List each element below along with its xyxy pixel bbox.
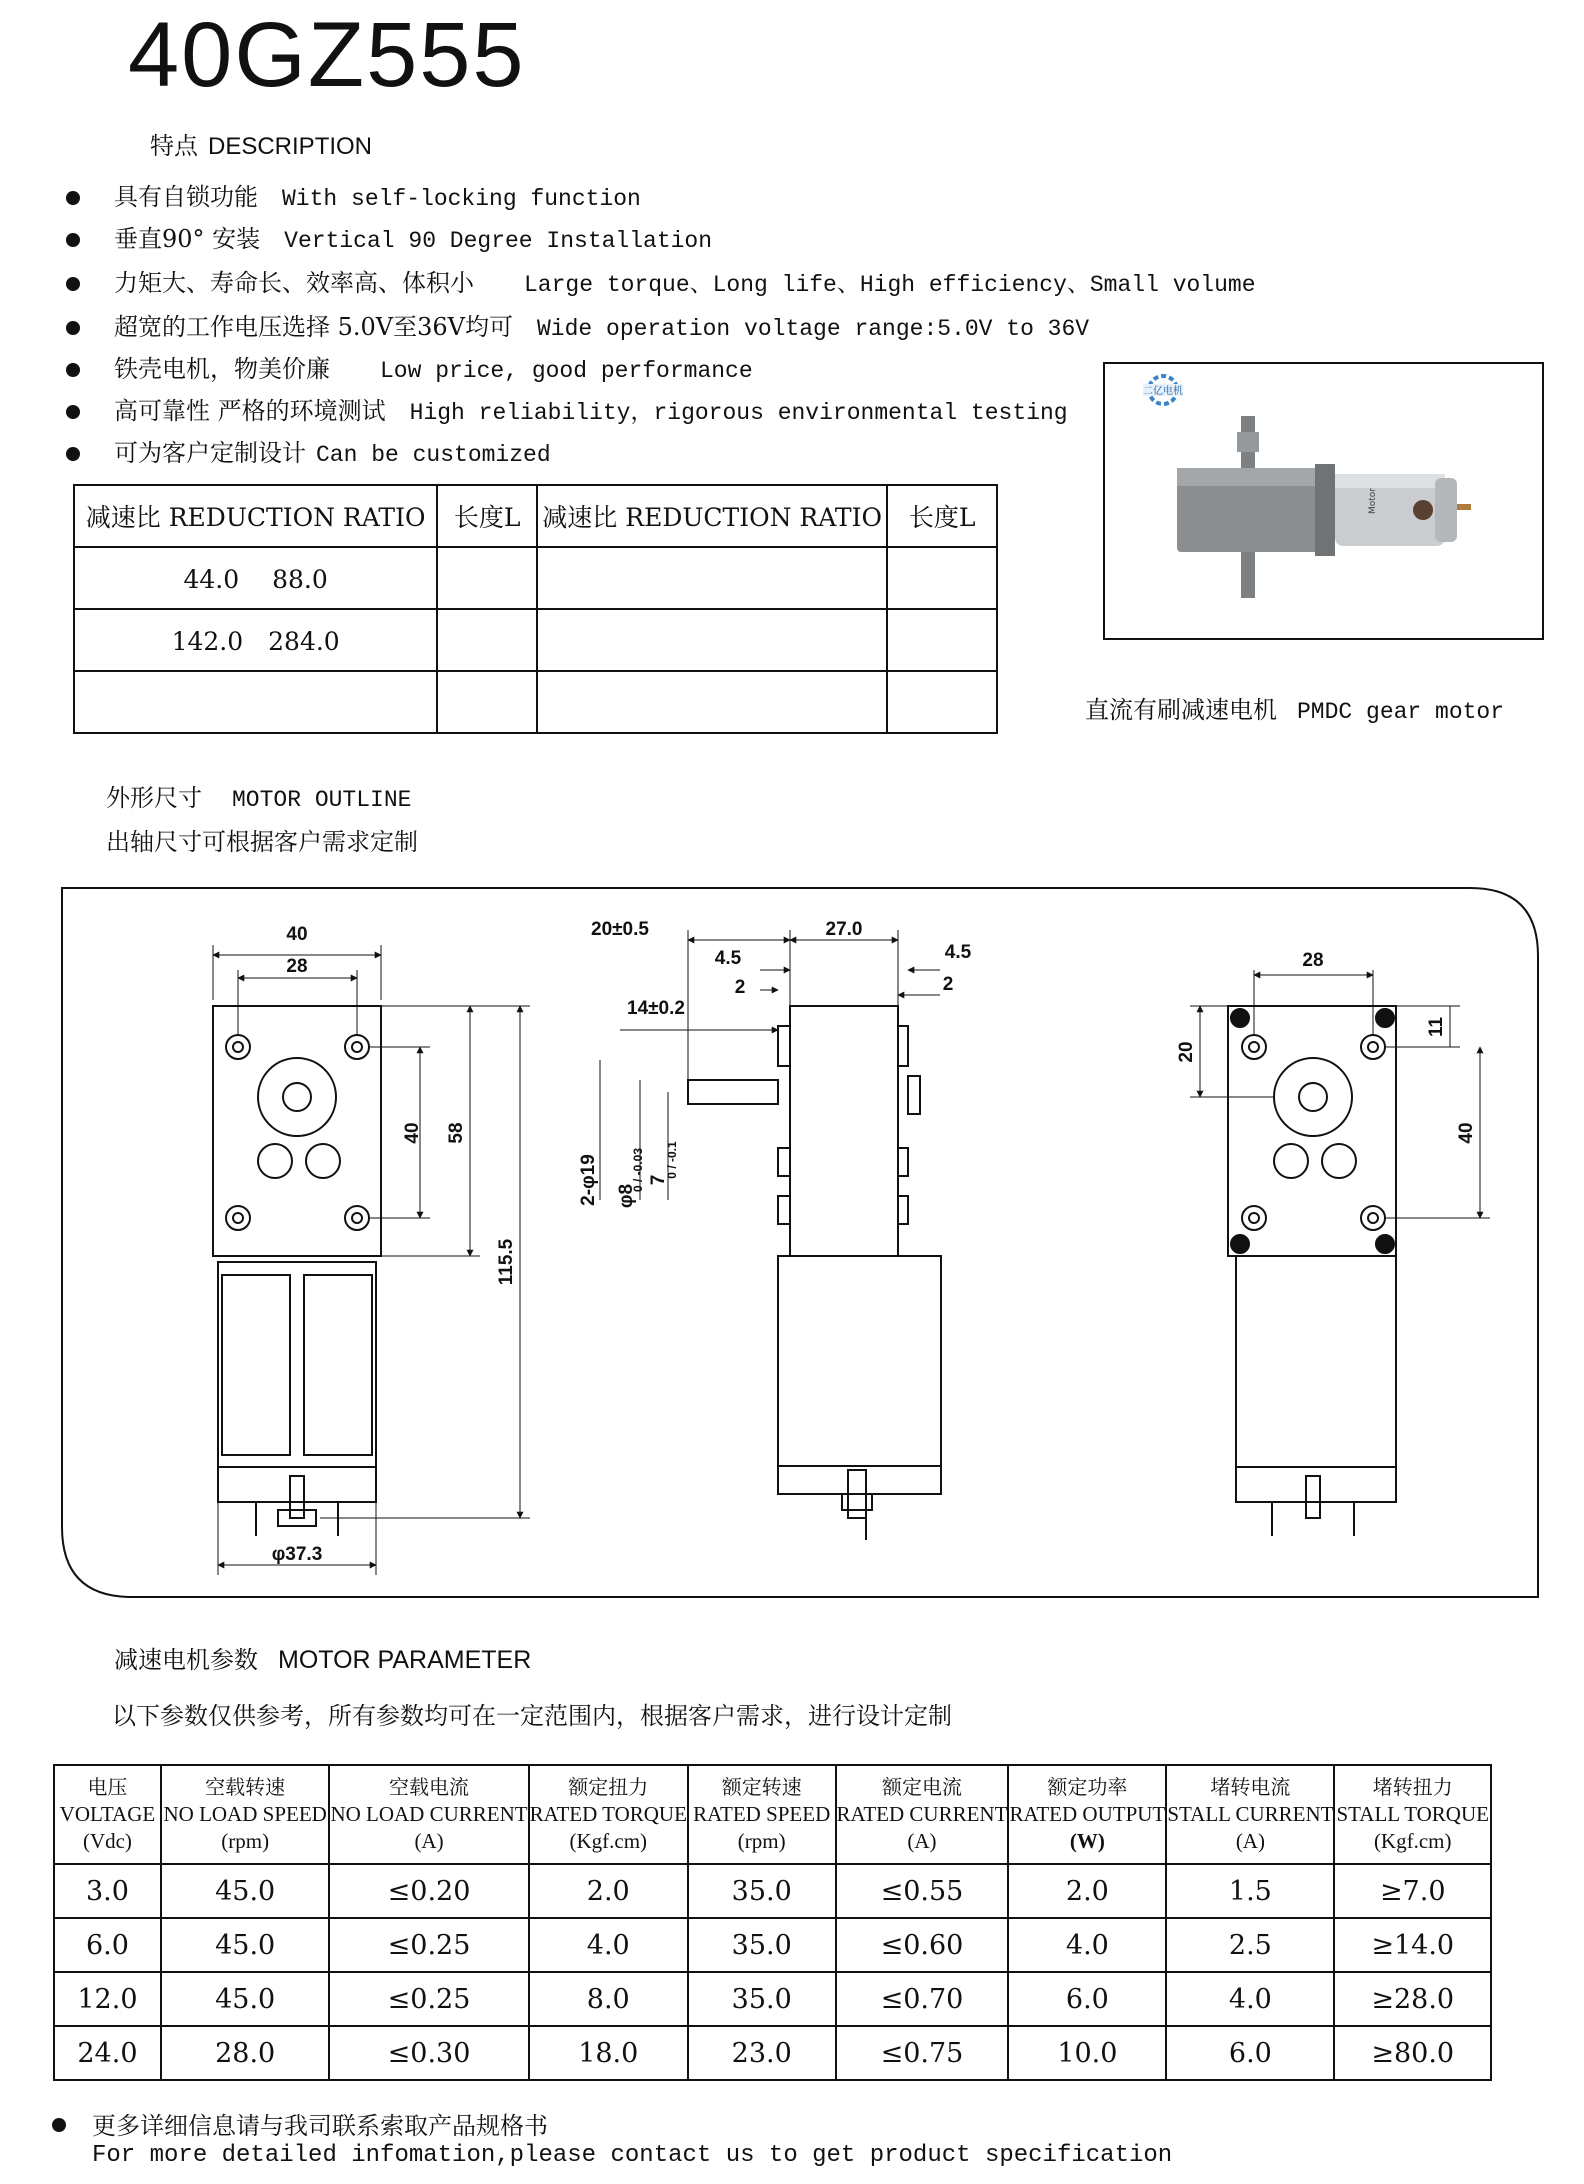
dim-label: 0 / -0.1 xyxy=(665,1141,679,1179)
table-cell xyxy=(887,547,997,609)
table-cell: 23.0 xyxy=(688,2026,836,2080)
table-cell: 35.0 xyxy=(688,1918,836,1972)
dim-label: 7 xyxy=(648,1174,669,1186)
bullet-icon xyxy=(66,191,80,205)
table-cell: 35.0 xyxy=(688,1864,836,1918)
column-header: 堵转电流 STALL CURRENT (A) xyxy=(1166,1765,1334,1864)
dim-label: 4.5 xyxy=(944,942,972,963)
bullet-icon xyxy=(66,277,80,291)
column-header: 空载转速 NO LOAD SPEED (rpm) xyxy=(161,1765,330,1864)
table-row xyxy=(54,2026,1491,2080)
dim-label: 2 xyxy=(734,977,746,998)
table-cell: ≥14.0 xyxy=(1334,1918,1491,1972)
table-row xyxy=(54,1918,1491,1972)
table-cell: ≤0.25 xyxy=(329,1918,528,1972)
table-row xyxy=(74,671,997,733)
table-row xyxy=(74,547,997,609)
table-cell: ≥80.0 xyxy=(1334,2026,1491,2080)
table-cell: ≤0.70 xyxy=(836,1972,1009,2026)
logo-text: 二亿电机 xyxy=(1143,386,1183,397)
table-cell: 28.0 xyxy=(161,2026,330,2080)
column-header: 空载电流 NO LOAD CURRENT (A) xyxy=(329,1765,528,1864)
table-cell: ≤0.60 xyxy=(836,1918,1009,1972)
column-header: 堵转扭力 STALL TORQUE (Kgf.cm) xyxy=(1334,1765,1491,1864)
table-cell: 3.0 xyxy=(54,1864,161,1918)
dim-label: 2-φ19 xyxy=(578,1154,599,1206)
column-header: 电压 VOLTAGE (Vdc) xyxy=(54,1765,161,1864)
dim-label: 115.5 xyxy=(496,1238,517,1286)
dim-label: 58 xyxy=(446,1122,467,1144)
table-header-row xyxy=(54,1765,1491,1864)
table-cell: 35.0 xyxy=(688,1972,836,2026)
table-cell: ≥28.0 xyxy=(1334,1972,1491,2026)
parameter-heading-en: MOTOR PARAMETER xyxy=(278,1646,532,1674)
column-header: 额定电流 RATED CURRENT (A) xyxy=(836,1765,1009,1864)
parameter-heading-zh: 减速电机参数 xyxy=(114,1646,258,1674)
bullet-icon xyxy=(66,233,80,247)
model-title: 40GZ555 xyxy=(128,4,526,106)
table-cell: 45.0 xyxy=(161,1972,330,2026)
table-cell xyxy=(537,671,887,733)
dim-label: 40 xyxy=(1456,1122,1477,1144)
table-cell: 44.0 88.0 xyxy=(74,547,437,609)
product-photo xyxy=(1103,362,1544,640)
table-cell: 2.0 xyxy=(529,1864,688,1918)
table-cell: ≤0.75 xyxy=(836,2026,1009,2080)
table-header-row xyxy=(74,485,997,547)
outline-heading-zh: 外形尺寸 xyxy=(106,784,202,812)
table-cell: ≥7.0 xyxy=(1334,1864,1491,1918)
dim-label: 20±0.5 xyxy=(591,919,649,940)
list-item: 高可靠性 严格的环境测试 High reliability，rigorous environmental testing xyxy=(66,390,1256,432)
table-cell: 2.0 xyxy=(1008,1864,1166,1918)
table-cell: ≤0.20 xyxy=(329,1864,528,1918)
dim-label: 4.5 xyxy=(714,948,742,969)
side-view xyxy=(600,930,941,1540)
table-cell: 18.0 xyxy=(529,2026,688,2080)
ratio-header: 减速比 REDUCTION RATIO xyxy=(537,485,887,547)
dim-label: 2 xyxy=(942,974,954,995)
table-cell: 24.0 xyxy=(54,2026,161,2080)
column-header: 额定功率 RATED OUTPUT (W) xyxy=(1008,1765,1166,1864)
table-row xyxy=(74,609,997,671)
dim-label: 28 xyxy=(1302,950,1324,971)
dim-label: 11 xyxy=(1426,1016,1447,1038)
outline-heading xyxy=(106,778,411,813)
table-cell xyxy=(537,609,887,671)
svg-text:Motor: Motor xyxy=(1368,487,1378,514)
motor-photo-image xyxy=(1105,364,1542,638)
column-header: 额定转速 RATED SPEED (rpm) xyxy=(688,1765,836,1864)
table-cell: 4.0 xyxy=(1008,1918,1166,1972)
list-item: 力矩大、寿命长、效率高、体积小 Large torque、Long life、High efficiency、Small volume xyxy=(66,260,1256,306)
description-heading-en: DESCRIPTION xyxy=(208,133,373,160)
dim-label: φ8 xyxy=(616,1183,637,1209)
parameter-note: 以下参数仅供参考，所有参数均可在一定范围内，根据客户需求，进行设计定制 xyxy=(112,1702,952,1730)
table-cell: 6.0 xyxy=(1008,1972,1166,2026)
list-item: 超宽的工作电压选择 5.0V至36V均可 Wide operation voltage range:5.0V to 36V xyxy=(66,306,1256,348)
table-cell xyxy=(437,671,537,733)
dim-label: φ37.3 xyxy=(271,1544,323,1565)
photo-caption xyxy=(1085,690,1504,725)
table-cell: ≤0.25 xyxy=(329,1972,528,2026)
feature-list xyxy=(66,176,1256,474)
table-cell: 8.0 xyxy=(529,1972,688,2026)
table-cell: ≤0.30 xyxy=(329,2026,528,2080)
table-cell: 6.0 xyxy=(1166,2026,1334,2080)
list-item: 垂直90° 安装 Vertical 90 Degree Installation xyxy=(66,218,1256,260)
dim-label: 40 xyxy=(402,1122,423,1144)
description-heading-zh: 特点 xyxy=(150,132,198,160)
table-cell xyxy=(437,547,537,609)
dim-label: 28 xyxy=(286,956,308,977)
photo-caption-zh: 直流有刷减速电机 xyxy=(1085,696,1277,724)
table-cell: 45.0 xyxy=(161,1864,330,1918)
reduction-ratio-table xyxy=(73,484,998,734)
list-item: 铁壳电机，物美价廉 Low price, good performance xyxy=(66,348,1256,390)
motor-parameter-table xyxy=(53,1764,1492,2081)
length-header: 长度L xyxy=(887,485,997,547)
table-cell: 142.0 284.0 xyxy=(74,609,437,671)
description-heading xyxy=(150,126,372,161)
dim-label: 20 xyxy=(1176,1041,1197,1063)
bullet-icon xyxy=(52,2118,66,2132)
outline-heading-en: MOTOR OUTLINE xyxy=(232,787,412,813)
bullet-icon xyxy=(66,405,80,419)
dim-label: 0 / -0.03 xyxy=(631,1147,645,1193)
table-cell xyxy=(887,609,997,671)
table-cell: 6.0 xyxy=(54,1918,161,1972)
column-header: 额定扭力 RATED TORQUE (Kgf.cm) xyxy=(529,1765,688,1864)
table-cell: 4.0 xyxy=(529,1918,688,1972)
rear-view xyxy=(1190,970,1490,1536)
bullet-icon xyxy=(66,321,80,335)
parameter-heading xyxy=(114,1640,531,1675)
dim-label: 40 xyxy=(286,924,308,945)
table-cell: ≤0.55 xyxy=(836,1864,1009,1918)
table-cell: 2.5 xyxy=(1166,1918,1334,1972)
table-cell: 45.0 xyxy=(161,1918,330,1972)
table-row xyxy=(54,1972,1491,2026)
table-cell xyxy=(537,547,887,609)
dim-label: 27.0 xyxy=(825,919,863,940)
table-cell xyxy=(74,671,437,733)
bullet-icon xyxy=(66,363,80,377)
table-cell: 10.0 xyxy=(1008,2026,1166,2080)
table-cell xyxy=(437,609,537,671)
table-cell: 1.5 xyxy=(1166,1864,1334,1918)
length-header: 长度L xyxy=(437,485,537,547)
drawing-frame xyxy=(62,888,1538,1597)
table-row xyxy=(54,1864,1491,1918)
ratio-header: 减速比 REDUCTION RATIO xyxy=(74,485,437,547)
photo-caption-en: PMDC gear motor xyxy=(1297,699,1505,725)
footer-note-en: For more detailed infomation,please contact us to get product specification xyxy=(92,2142,1173,2169)
table-cell: 12.0 xyxy=(54,1972,161,2026)
outline-note: 出轴尺寸可根据客户需求定制 xyxy=(106,828,418,856)
list-item: 具有自锁功能 With self-locking function xyxy=(66,176,1256,218)
table-cell xyxy=(887,671,997,733)
footer-note-zh: 更多详细信息请与我司联系索取产品规格书 xyxy=(92,2112,548,2140)
bullet-icon xyxy=(66,447,80,461)
list-item: 可为客户定制设计 Can be customized xyxy=(66,432,1256,474)
dim-label: 14±0.2 xyxy=(627,998,685,1019)
front-view xyxy=(213,945,530,1575)
table-cell: 4.0 xyxy=(1166,1972,1334,2026)
